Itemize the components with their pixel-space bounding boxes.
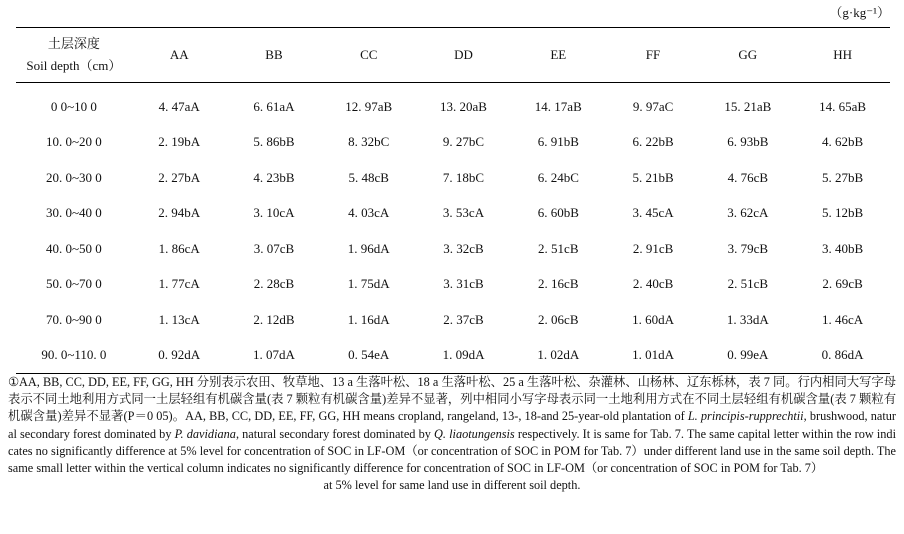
depth-header-cn: 土层深度 [47, 36, 100, 51]
value-cell: 1. 16dA [347, 311, 390, 327]
value-cell: 2. 91cB [632, 240, 674, 256]
value-cell: 8. 32bC [348, 134, 390, 150]
value-cell: 3. 10cA [253, 205, 295, 221]
table-footnote [8, 374, 896, 494]
value-cell: 1. 09dA [442, 347, 485, 363]
value-cell: 1. 01dA [632, 347, 674, 363]
table-row [16, 83, 890, 125]
value-cell: 5. 27bB [822, 169, 864, 185]
value-cell: 6. 61aA [253, 98, 295, 114]
value-cell: 1. 77cA [158, 276, 200, 292]
table-row [16, 302, 890, 338]
value-cell: 6. 24bC [537, 169, 579, 185]
value-cell: 12. 97aB [345, 98, 393, 114]
value-cell: 4. 62bB [822, 134, 864, 150]
value-cell: 0. 99eA [727, 347, 769, 363]
column-header: CC [360, 47, 378, 62]
unit-label: （g·kg⁻¹） [829, 5, 890, 20]
depth-cell: 90. 0~110. 0 [41, 347, 107, 363]
value-cell: 3. 32cB [443, 240, 484, 256]
header-row [16, 28, 890, 83]
value-cell: 2. 06cB [538, 311, 579, 327]
value-cell: 2. 69cB [822, 276, 863, 292]
column-header: AA [169, 47, 189, 62]
value-cell: 2. 27bA [158, 169, 201, 185]
value-cell: 3. 45cA [632, 205, 674, 221]
value-cell: 2. 51cB [727, 276, 769, 292]
table-row [16, 231, 890, 267]
value-cell: 1. 07dA [253, 347, 295, 363]
value-cell: 1. 60dA [632, 311, 674, 327]
value-cell: 2. 51cB [538, 240, 579, 256]
value-cell: 4. 23bB [253, 169, 295, 185]
table-row [16, 338, 890, 374]
footnote-text-3: , natural secondary forest dominated by [235, 426, 435, 441]
value-cell: 3. 31cB [443, 276, 484, 292]
value-cell: 3. 40bB [822, 240, 864, 256]
value-cell: 6. 93bB [727, 134, 769, 150]
value-cell: 14. 65aB [819, 98, 867, 114]
value-cell: 5. 21bB [632, 169, 674, 185]
value-cell: 0. 92dA [158, 347, 201, 363]
table-row [16, 160, 890, 196]
column-header: HH [833, 47, 852, 62]
table-row [16, 125, 890, 161]
value-cell: 4. 03cA [348, 205, 390, 221]
value-cell: 5. 12bB [822, 205, 864, 221]
value-cell: 1. 75dA [347, 276, 390, 292]
footnote-paragraph [8, 374, 896, 477]
column-header: BB [265, 47, 283, 62]
value-cell: 1. 02dA [537, 347, 580, 363]
footnote-text-1: ①AA, BB, CC, DD, EE, FF, GG, HH 分别表示农田、牧草地、13 a 生落叶松、18 a 生落叶松、25 a 生落叶松、杂灌林、山杨林、辽东栎林，表 7 同。行内相同大写字母表示不同土地利用方式同一土层轻组有机碳含量(表 7 颗粒有机碳含量)差异不显著，列中相同小写字母表示同一土地利用方式在不同土层轻组有机碳含量(表 7 颗粒有机碳含量)差异不显著(P＝0 05)。AA, BB, CC, DD, EE, FF, GG, HH means cropland, rangeland, 13-, 18-and 25-year-old plantation of [8, 375, 896, 424]
value-cell: 4. 47aA [158, 98, 200, 114]
species-name: L. principis-rupprechtii [687, 409, 804, 424]
value-cell: 5. 48cB [348, 169, 389, 185]
footnote-last-line: at 5% level for same land use in different soil depth. [323, 478, 581, 493]
value-cell: 3. 62cA [727, 205, 769, 221]
depth-header-en: Soil depth（cm） [26, 58, 122, 73]
value-cell: 2. 94bA [158, 205, 201, 221]
species-name: P. davidiana [174, 426, 236, 441]
table-row [16, 196, 890, 232]
data-table [16, 27, 890, 374]
depth-cell: 50. 0~70 0 [46, 276, 102, 292]
depth-cell: 30. 0~40 0 [46, 205, 102, 221]
value-cell: 14. 17aB [534, 98, 582, 114]
value-cell: 0. 54eA [348, 347, 390, 363]
column-header: FF [645, 47, 661, 62]
value-cell: 2. 12dB [253, 311, 295, 327]
column-header: DD [454, 47, 473, 62]
depth-header [16, 28, 132, 83]
value-cell: 1. 13cA [158, 311, 200, 327]
value-cell: 4. 76cB [727, 169, 769, 185]
value-cell: 13. 20aB [440, 98, 487, 114]
depth-cell: 10. 0~20 0 [46, 134, 102, 150]
value-cell: 9. 97aC [632, 98, 674, 114]
footnote-text-4: respectively. It is same for Tab. 7. The same capital letter within the row indicates no significantly difference at 5% level for concentration of SOC in LF-OM（or concentration of SOC in POM for Tab. 7）under different land use in the same soil depth. The same small letter within the vertical column indicates no significantly difference for concentration of SOC in LF-OM（or concentration of SOC in POM for Tab. 7） [8, 426, 896, 476]
depth-cell: 70. 0~90 0 [46, 311, 102, 327]
value-cell: 6. 22bB [632, 134, 674, 150]
value-cell: 0. 86dA [821, 347, 864, 363]
value-cell: 15. 21aB [724, 98, 772, 114]
value-cell: 3. 07cB [253, 240, 295, 256]
column-header: EE [550, 47, 567, 62]
value-cell: 6. 60bB [537, 205, 579, 221]
value-cell: 5. 86bB [253, 134, 295, 150]
column-header: GG [738, 47, 758, 62]
species-name: Q. liaotungensis [434, 426, 515, 441]
value-cell: 2. 28cB [253, 276, 295, 292]
table-row [16, 267, 890, 303]
depth-cell: 20. 0~30 0 [46, 169, 102, 185]
value-cell: 2. 19bA [158, 134, 201, 150]
value-cell: 2. 16cB [538, 276, 579, 292]
value-cell: 1. 33dA [726, 311, 769, 327]
value-cell: 2. 37cB [443, 311, 484, 327]
value-cell: 3. 53cA [442, 205, 485, 221]
value-cell: 1. 46cA [822, 311, 864, 327]
table-body [16, 83, 890, 374]
value-cell: 3. 79cB [727, 240, 769, 256]
depth-cell: 0 0~10 0 [50, 98, 97, 114]
value-cell: 2. 40cB [632, 276, 674, 292]
value-cell: 9. 27bC [442, 134, 485, 150]
value-cell: 1. 96dA [347, 240, 390, 256]
value-cell: 1. 86cA [158, 240, 200, 256]
value-cell: 7. 18bC [442, 169, 485, 185]
value-cell: 6. 91bB [537, 134, 579, 150]
depth-cell: 40. 0~50 0 [46, 240, 102, 256]
footnote-text-2: , brushwood, natural secondary forest dominated by [8, 409, 896, 441]
